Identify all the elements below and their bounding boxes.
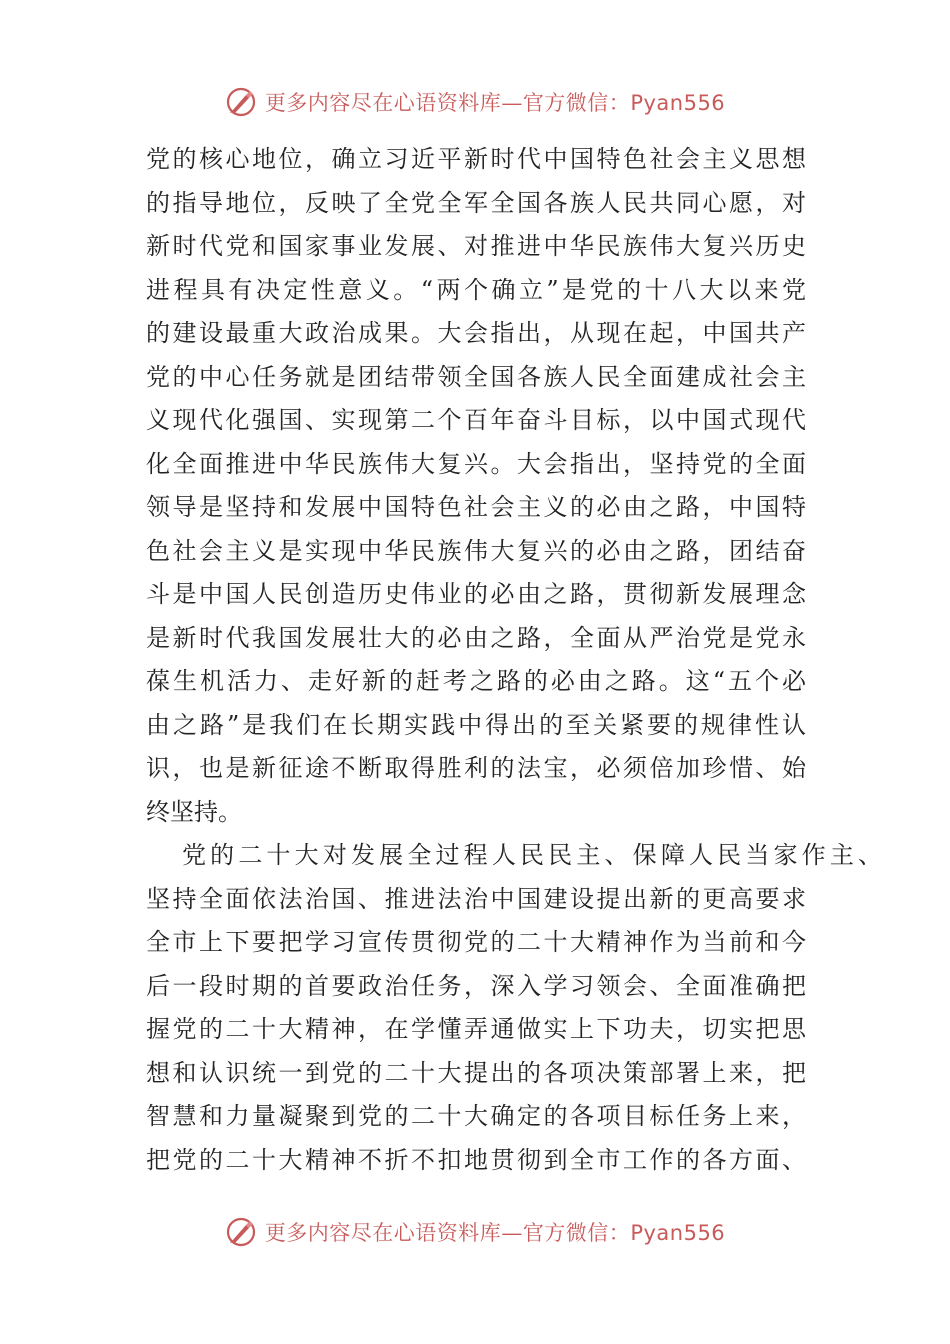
document-body (146, 138, 882, 1182)
pen-logo-icon (225, 1216, 257, 1248)
text-line: 的建设最重大政治成果。大会指出，从现在起，中国共产 (146, 319, 806, 347)
text-line: 后一段时期的首要政治任务，深入学习领会、全面准确把 (146, 971, 806, 1000)
text-line: 由之路”是我们在长期实践中得出的至关紧要的规律性认 (146, 710, 806, 739)
text-line: 新时代党和国家事业发展、对推进中华民族伟大复兴历史 (146, 232, 806, 260)
text-line: 色社会主义是实现中华民族伟大复兴的必由之路，团结奋 (146, 536, 806, 565)
text-line: 领导是坚持和发展中国特色社会主义的必由之路，中国特 (146, 493, 806, 521)
header-banner (0, 82, 950, 122)
text-line: 葆生机活力、走好新的赶考之路的必由之路。这“五个必 (146, 667, 806, 695)
banner-site-text: 更多内容尽在心语资料库 (264, 1221, 502, 1245)
text-line: 化全面推进中华民族伟大复兴。大会指出，坚持党的全面 (146, 449, 806, 478)
text-line: 的指导地位，反映了全党全军全国各族人民共同心愿，对 (146, 188, 806, 217)
text-line: 握党的二十大精神，在学懂弄通做实上下功夫，切实把思 (146, 1015, 806, 1043)
text-line: 把党的二十大精神不折不扣地贯彻到全市工作的各方面、 (146, 1145, 806, 1174)
text-line: 想和认识统一到党的二十大提出的各项决策部署上来，把 (146, 1058, 806, 1087)
paragraph-2 (146, 834, 882, 1182)
text-line: 识，也是新征途不断取得胜利的法宝，必须倍加珍惜、始 (146, 754, 806, 782)
text-line: 党的二十大对发展全过程人民民主、保障人民当家作主、 (182, 841, 882, 869)
text-line: 全市上下要把学习宣传贯彻党的二十大精神作为当前和今 (146, 928, 806, 956)
text-line: 智慧和力量凝聚到党的二十大确定的各项目标任务上来， (146, 1102, 806, 1130)
pen-logo-icon (225, 86, 257, 118)
text-line: 党的中心任务就是团结带领全国各族人民全面建成社会主 (146, 362, 806, 391)
banner-official-text: 官方微信： (522, 1221, 631, 1245)
text-line: 进程具有决定性意义。“两个确立”是党的十八大以来党 (146, 275, 806, 304)
text-line: 斗是中国人民创造历史伟业的必由之路，贯彻新发展理念 (146, 580, 806, 608)
footer-banner (0, 1212, 950, 1252)
text-line: 是新时代我国发展壮大的必由之路，全面从严治党是党永 (146, 623, 806, 652)
banner-text (265, 1217, 725, 1247)
banner-wechat-id: Pyan556 (630, 1221, 726, 1245)
text-line: 终坚持。 (146, 797, 242, 826)
paragraph-1 (146, 138, 806, 834)
text-line: 党的核心地位，确立习近平新时代中国特色社会主义思想 (146, 145, 806, 173)
banner-official-text: 官方微信： (522, 91, 631, 115)
banner-separator: — (501, 91, 523, 115)
banner-wechat-id: Pyan556 (630, 91, 726, 115)
text-line: 义现代化强国、实现第二个百年奋斗目标，以中国式现代 (146, 406, 806, 434)
text-line: 坚持全面依法治国、推进法治中国建设提出新的更高要求 (146, 884, 806, 913)
banner-separator: — (501, 1221, 523, 1245)
banner-text (265, 87, 725, 117)
banner-site-text: 更多内容尽在心语资料库 (264, 91, 502, 115)
